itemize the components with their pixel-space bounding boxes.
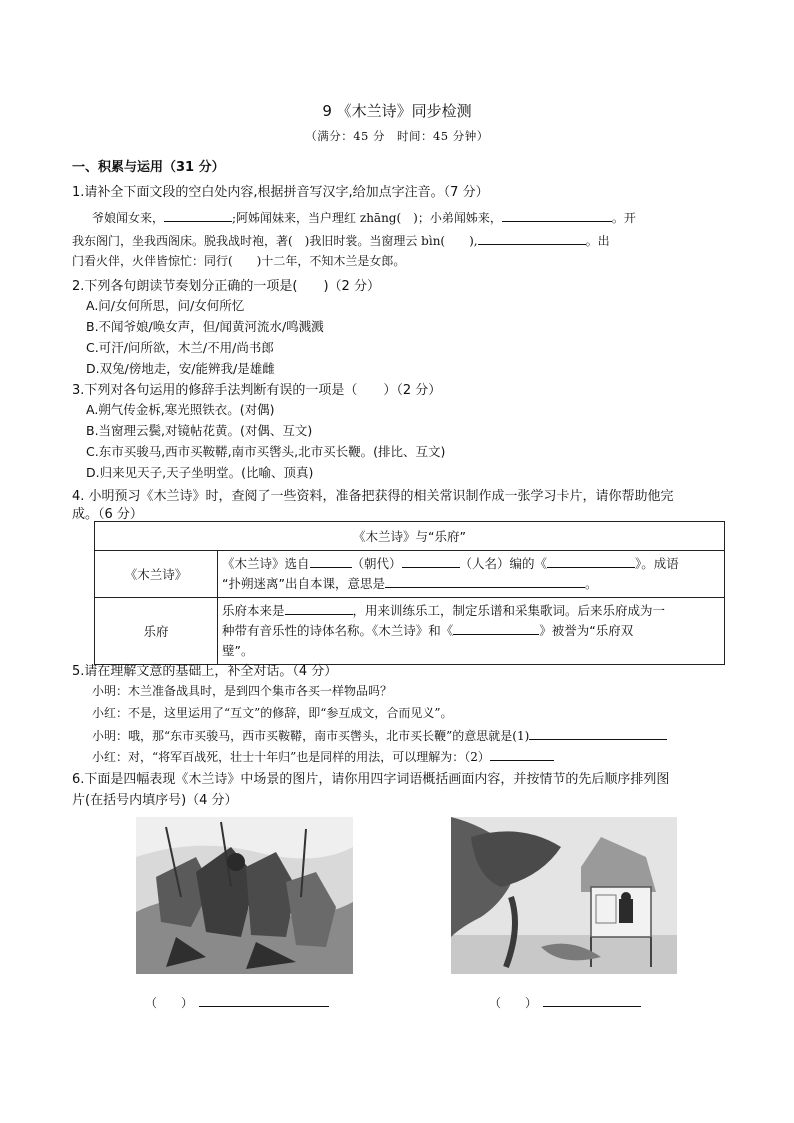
question-6-prompt: 6.下面是四幅表现《木兰诗》中场景的图片，请你用四字词语概括画面内容，并按情节的先后顺序排列图 [72,772,670,787]
option-c: C.东市买骏马,西市买鞍鞯,南市买辔头,北市买长鞭。(排比、互文) [86,444,446,459]
dialogue-line: 小红：对，“将军百战死，壮士十年归”也是同样的用法，可以理解为：（2） [92,747,554,765]
question-1-line-1: 爷娘闻女来， ;阿姊闻妹来，当户理红 zhāng( )；小弟闻姊来， 。开 [92,208,636,226]
question-4-prompt: 4. 小明预习《木兰诗》时，查阅了一些资料，准备把获得的相关常识制作成一张学习卡片，请你帮助他完 [72,489,674,504]
order-paren[interactable]: （ ） [489,996,538,1010]
answer-blank[interactable] [285,601,353,615]
answer-blank[interactable] [402,554,460,568]
question-1-line-2: 我东阁门，坐我西阁床。脱我战时袍，著( )我旧时裳。当窗理云 bìn( ), 。出 [72,231,610,249]
pavilion-scene-image [451,817,677,974]
card-row-label: 乐府 [95,598,218,665]
answer-blank[interactable] [490,747,554,761]
dialogue-line: 小明：木兰准备战具时，是到四个集市各买一样物品吗？ [92,684,393,698]
answer-blank[interactable] [199,993,329,1007]
question-1-prompt: 1.请补全下面文段的空白处内容,根据拼音写汉字,给加点字注音。（7 分） [72,185,489,200]
study-card-table [94,521,725,665]
answer-blank[interactable] [478,231,586,245]
question-3-prompt: 3.下列对各句运用的修辞手法判断有误的一项是（ ）（2 分） [72,383,442,398]
dialogue-line: 小红：不是，这里运用了“互文”的修辞，即“参互成文，合而见义”。 [92,706,453,720]
option-d: D.双兔/傍地走，安/能辨我/是雄雌 [86,361,275,376]
answer-blank[interactable] [453,621,539,635]
answer-blank[interactable] [502,208,612,222]
card-title: 《木兰诗》与“乐府” [95,522,725,551]
option-d: D.归来见天子,天子坐明堂。(比喻、顶真) [86,465,314,480]
option-a: A.朔气传金柝,寒光照铁衣。(对偶) [86,402,275,417]
battle-scene-image [136,817,353,974]
dialogue-line: 小明：哦，那“东市买骏马，西市买鞍鞯，南市买辔头，北市买长鞭”的意思就是(1) [92,726,667,744]
page-title: 9 《木兰诗》同步检测 [322,102,472,120]
card-row-content: 乐府本来是 ，用来训练乐工，制定乐谱和采集歌词。后来乐府成为一 种带有音乐性的诗体名称。《木兰诗》和《 》被誉为“乐府双 璧”。 [218,598,725,665]
option-b: B.当窗理云鬓,对镜帖花黄。(对偶、互文) [86,423,313,438]
picture-1-answer [145,993,329,1011]
answer-blank[interactable] [385,574,585,588]
answer-blank[interactable] [543,993,641,1007]
card-row-content: 《木兰诗》选自 （朝代） （人名）编的《 》。成语 “扑朔迷离”出自本课，意思是 。 [218,551,725,598]
answer-blank[interactable] [164,208,232,222]
order-paren[interactable]: （ ） [145,996,194,1010]
answer-blank[interactable] [529,726,667,740]
question-5-prompt: 5.请在理解文意的基础上，补全对话。（4 分） [72,664,338,679]
question-2-prompt: 2.下列各句朗读节奏划分正确的一项是( )（2 分） [72,279,380,294]
question-4-prompt-cont: 成。（6 分） [72,507,143,522]
question-6-prompt-cont: 片(在括号内填序号)（4 分） [72,793,238,808]
option-b: B.不闻爷娘/唤女声，但/闻黄河流水/鸣溅溅 [86,319,324,334]
answer-blank[interactable] [310,554,352,568]
option-c: C.可汗/问所欲，木兰/不用/尚书郎 [86,340,274,355]
picture-2-answer [489,993,641,1011]
question-1-line-3: 门看火伴，火伴皆惊忙：同行( )十二年，不知木兰是女郎。 [72,254,406,268]
page-subtitle: （满分：45 分 时间：45 分钟） [305,129,489,143]
card-row-label: 《木兰诗》 [95,551,218,598]
answer-blank[interactable] [547,554,635,568]
option-a: A.问/女何所思，问/女何所忆 [86,298,245,313]
section-heading: 一、积累与运用（31 分） [72,160,225,175]
